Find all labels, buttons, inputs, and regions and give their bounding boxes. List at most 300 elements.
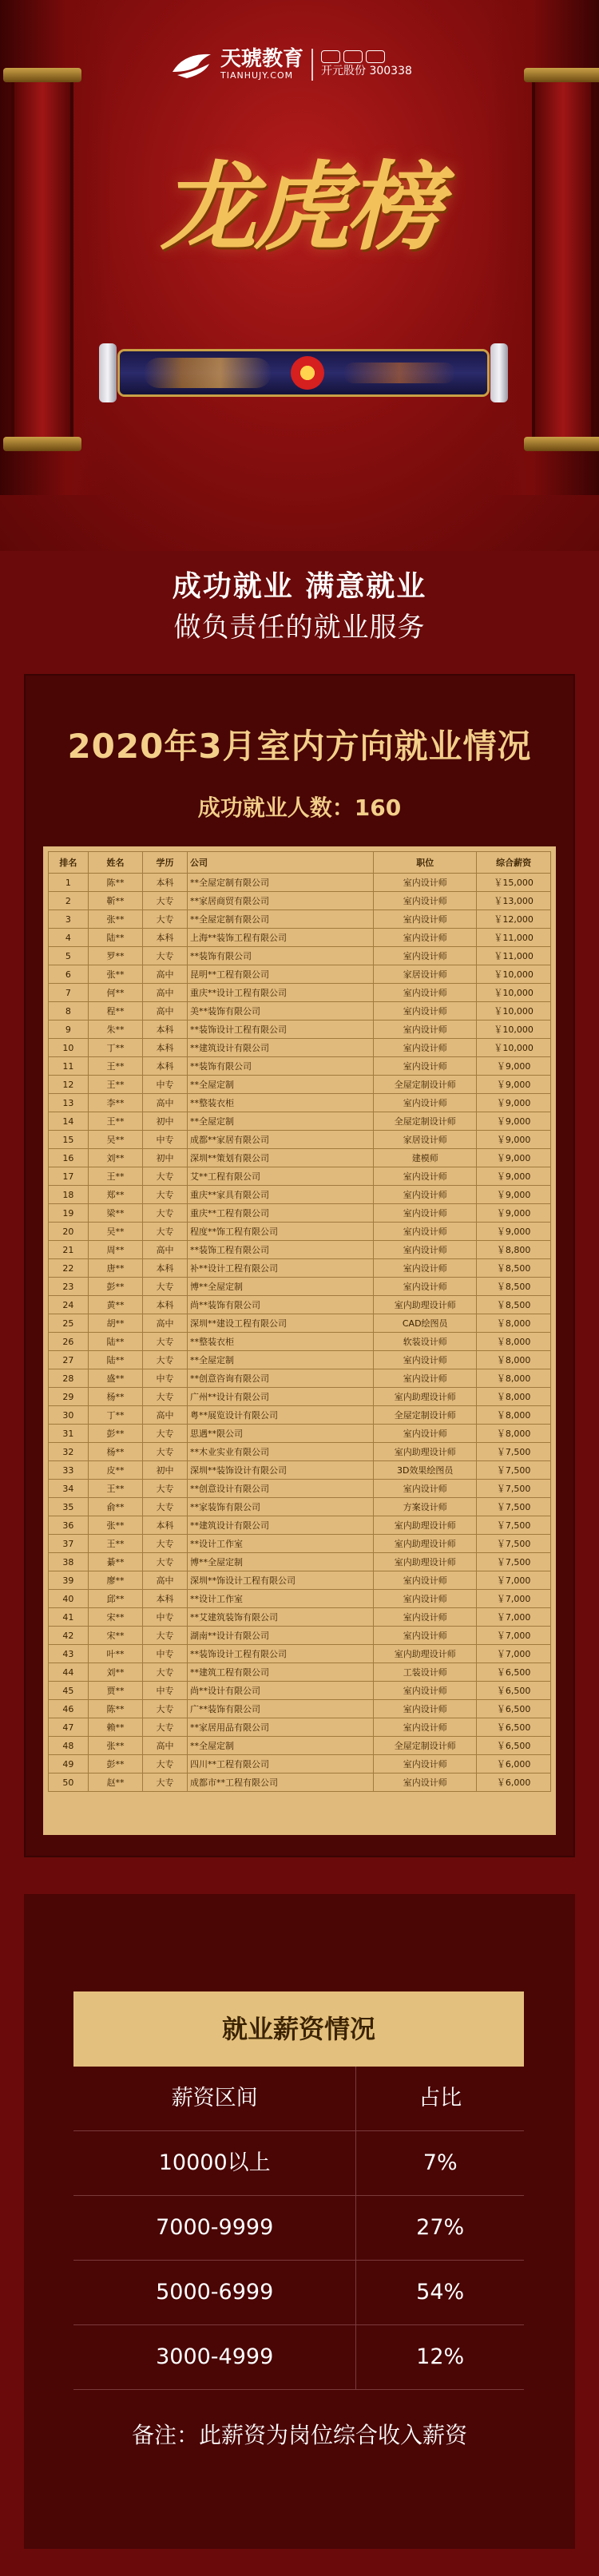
table-cell: 室内设计师 [374, 1682, 477, 1700]
table-cell: 大专 [143, 1388, 188, 1406]
table-cell: 室内设计师 [374, 1223, 477, 1241]
table-cell: ￥8,500 [477, 1259, 551, 1278]
salary-header-row [73, 2067, 524, 2131]
table-cell: 高中 [143, 984, 188, 1002]
table-cell: 室内设计师 [374, 1002, 477, 1020]
table-row [49, 1131, 551, 1149]
table-cell: 大专 [143, 1351, 188, 1369]
table-cell: 邱** [88, 1590, 142, 1608]
brand-name: 天琥教育 [220, 47, 304, 71]
table-cell: **全屋定制 [188, 1351, 374, 1369]
table-cell: 室内设计师 [374, 947, 477, 965]
table-row [49, 1461, 551, 1480]
table-cell: 室内设计师 [374, 892, 477, 910]
table-cell: ￥8,000 [477, 1388, 551, 1406]
table-cell: 大专 [143, 1627, 188, 1645]
table-cell: 大专 [143, 1553, 188, 1571]
table-cell: 綦** [88, 1553, 142, 1571]
salary-range: 10000以上 [73, 2131, 356, 2195]
table-cell: ￥7,500 [477, 1553, 551, 1571]
table-cell: 唐** [88, 1259, 142, 1278]
table-cell: ￥7,500 [477, 1535, 551, 1553]
table-row [49, 1057, 551, 1076]
table-cell: 室内设计师 [374, 929, 477, 947]
table-cell: ￥10,000 [477, 984, 551, 1002]
table-cell: 室内助理设计师 [374, 1296, 477, 1314]
table-cell: ￥7,500 [477, 1498, 551, 1516]
table-cell: ￥9,000 [477, 1167, 551, 1186]
table-cell: 梁** [88, 1204, 142, 1223]
table-cell: 大专 [143, 1167, 188, 1186]
table-cell: 尚**装饰有限公司 [188, 1296, 374, 1314]
table-row [49, 1094, 551, 1112]
table-cell: 程度**饰工程有限公司 [188, 1223, 374, 1241]
table-cell: ￥8,800 [477, 1241, 551, 1259]
table-cell: 室内设计师 [374, 874, 477, 892]
table-cell: 大专 [143, 1480, 188, 1498]
table-cell: 17 [49, 1167, 89, 1186]
table-row [49, 1204, 551, 1223]
table-cell: 家居设计师 [374, 965, 477, 984]
table-cell: 室内设计师 [374, 1700, 477, 1718]
table-cell: 王** [88, 1480, 142, 1498]
table-cell: 45 [49, 1682, 89, 1700]
table-cell: 张** [88, 965, 142, 984]
table-row [49, 1718, 551, 1737]
table-cell: 室内设计师 [374, 1608, 477, 1627]
table-row [49, 1773, 551, 1792]
table-cell: 贾** [88, 1682, 142, 1700]
table-cell: 室内助理设计师 [374, 1388, 477, 1406]
table-cell: 2 [49, 892, 89, 910]
column-header: 综合薪资 [477, 852, 551, 874]
table-cell: 29 [49, 1388, 89, 1406]
table-cell: 大专 [143, 947, 188, 965]
dragon-scroll [120, 351, 487, 394]
table-row [49, 1571, 551, 1590]
table-cell: 室内设计师 [374, 1186, 477, 1204]
salary-row [73, 2131, 524, 2196]
table-cell: 32 [49, 1443, 89, 1461]
table-cell: ￥8,000 [477, 1406, 551, 1425]
table-cell: ￥9,000 [477, 1112, 551, 1131]
table-cell: 尚**设计有限公司 [188, 1682, 374, 1700]
table-cell: 本科 [143, 874, 188, 892]
table-cell: ￥6,500 [477, 1663, 551, 1682]
table-cell: 31 [49, 1425, 89, 1443]
table-cell: 室内设计师 [374, 1278, 477, 1296]
table-cell: 廖** [88, 1571, 142, 1590]
table-cell: 36 [49, 1516, 89, 1535]
table-cell: 12 [49, 1076, 89, 1094]
table-cell: ￥9,000 [477, 1131, 551, 1149]
table-cell: ￥6,000 [477, 1755, 551, 1773]
table-cell: 王** [88, 1112, 142, 1131]
table-cell: ￥10,000 [477, 965, 551, 984]
table-cell: 初中 [143, 1461, 188, 1480]
table-cell: 33 [49, 1461, 89, 1480]
table-row [49, 1167, 551, 1186]
table-cell: 37 [49, 1535, 89, 1553]
table-cell: 粤**展览设计有限公司 [188, 1406, 374, 1425]
table-cell: 全屋定制设计师 [374, 1112, 477, 1131]
table-cell: 李** [88, 1094, 142, 1112]
table-cell: ￥9,000 [477, 1076, 551, 1094]
table-cell: 室内设计师 [374, 1571, 477, 1590]
table-cell: 博**全屋定制 [188, 1278, 374, 1296]
table-row [49, 1663, 551, 1682]
table-cell: 杨** [88, 1388, 142, 1406]
table-cell: **设计工作室 [188, 1535, 374, 1553]
table-cell: 广**装饰有限公司 [188, 1700, 374, 1718]
table-cell: 本科 [143, 929, 188, 947]
table-cell: 室内助理设计师 [374, 1516, 477, 1535]
table-cell: 思遇**限公司 [188, 1425, 374, 1443]
table-cell: 软装设计师 [374, 1333, 477, 1351]
table-row [49, 874, 551, 892]
table-cell: 四川**工程有限公司 [188, 1755, 374, 1773]
table-cell: **全屋定制 [188, 1076, 374, 1094]
table-cell: 全屋定制设计师 [374, 1737, 477, 1755]
table-cell: **装饰设计工程有限公司 [188, 1020, 374, 1039]
table-cell: ￥11,000 [477, 929, 551, 947]
table-cell: 中专 [143, 1645, 188, 1663]
table-row [49, 1333, 551, 1351]
table-cell: 杨** [88, 1443, 142, 1461]
table-cell: 补**设计工程有限公司 [188, 1259, 374, 1278]
employment-table [48, 851, 551, 1792]
table-cell: ￥8,500 [477, 1296, 551, 1314]
table-row [49, 910, 551, 929]
table-row [49, 1645, 551, 1663]
table-cell: 高中 [143, 1002, 188, 1020]
table-cell: 本科 [143, 1020, 188, 1039]
table-cell: 建模师 [374, 1149, 477, 1167]
table-cell: 盛** [88, 1369, 142, 1388]
table-cell: 程** [88, 1002, 142, 1020]
table-cell: 陆** [88, 1333, 142, 1351]
table-cell: 41 [49, 1608, 89, 1627]
table-cell: 成都市**工程有限公司 [188, 1773, 374, 1792]
table-cell: 深圳**装饰设计有限公司 [188, 1461, 374, 1480]
left-dragon-banner [11, 76, 73, 443]
table-cell: 22 [49, 1259, 89, 1278]
table-cell: 26 [49, 1333, 89, 1351]
table-row [49, 1039, 551, 1057]
table-cell: **创意设计有限公司 [188, 1480, 374, 1498]
table-row [49, 1682, 551, 1700]
table-cell: 张** [88, 1737, 142, 1755]
table-cell: 4 [49, 929, 89, 947]
brand-url: TIANHUJY.COM [220, 70, 294, 81]
table-cell: 广州**设计有限公司 [188, 1388, 374, 1406]
table-row [49, 1498, 551, 1516]
table-cell: 50 [49, 1773, 89, 1792]
partner-icons [321, 50, 412, 63]
table-cell: ￥8,000 [477, 1425, 551, 1443]
table-cell: 室内助理设计师 [374, 1645, 477, 1663]
salary-ratio: 27% [416, 2215, 465, 2240]
table-cell: 大专 [143, 1498, 188, 1516]
title-calligraphy: 龙虎榜 [161, 151, 438, 264]
table-cell: 14 [49, 1112, 89, 1131]
table-cell: 高中 [143, 1737, 188, 1755]
salary-row [73, 2325, 524, 2390]
table-cell: 室内设计师 [374, 1039, 477, 1057]
salary-title: 就业薪资情况 [73, 1991, 524, 2067]
table-cell: 王** [88, 1535, 142, 1553]
table-row [49, 1369, 551, 1388]
table-cell: 丁** [88, 1039, 142, 1057]
table-cell: 3 [49, 910, 89, 929]
table-cell: 高中 [143, 1094, 188, 1112]
table-cell: 高中 [143, 1571, 188, 1590]
table-cell: **家装饰有限公司 [188, 1498, 374, 1516]
table-cell: 23 [49, 1278, 89, 1296]
table-cell: 大专 [143, 910, 188, 929]
table-cell: 42 [49, 1627, 89, 1645]
table-cell: 室内设计师 [374, 1718, 477, 1737]
table-cell: 张** [88, 1516, 142, 1535]
table-cell: 34 [49, 1480, 89, 1498]
table-cell: 中专 [143, 1076, 188, 1094]
table-cell: **家居用品有限公司 [188, 1718, 374, 1737]
table-row [49, 1627, 551, 1645]
table-cell: 44 [49, 1663, 89, 1682]
table-cell: ￥8,000 [477, 1369, 551, 1388]
table-cell: 48 [49, 1737, 89, 1755]
table-cell: 室内设计师 [374, 1057, 477, 1076]
table-cell: ￥7,500 [477, 1443, 551, 1461]
table-row [49, 1406, 551, 1425]
table-row [49, 1296, 551, 1314]
table-cell: 王** [88, 1057, 142, 1076]
table-cell: 胡** [88, 1314, 142, 1333]
table-header-row [49, 852, 551, 874]
table-cell: 中专 [143, 1682, 188, 1700]
table-cell: 室内设计师 [374, 1755, 477, 1773]
table-cell: 深圳**策划有限公司 [188, 1149, 374, 1167]
table-cell: 叶** [88, 1645, 142, 1663]
table-cell: 宋** [88, 1627, 142, 1645]
table-row [49, 947, 551, 965]
table-cell: ￥6,500 [477, 1700, 551, 1718]
table-cell: 彭** [88, 1755, 142, 1773]
column-header: 公司 [188, 852, 374, 874]
table-cell: ￥9,000 [477, 1186, 551, 1204]
table-cell: 27 [49, 1351, 89, 1369]
table-cell: ￥9,000 [477, 1057, 551, 1076]
table-cell: 室内设计师 [374, 1480, 477, 1498]
scroll-seal-icon [291, 356, 324, 390]
table-row [49, 965, 551, 984]
table-cell: 室内助理设计师 [374, 1553, 477, 1571]
table-cell: 湖南**设计有限公司 [188, 1627, 374, 1645]
table-cell: 20 [49, 1223, 89, 1241]
table-cell: 皮** [88, 1461, 142, 1480]
table-cell: ￥8,000 [477, 1314, 551, 1333]
table-row [49, 1149, 551, 1167]
slogan-line-1: 成功就业 满意就业 [172, 570, 427, 603]
table-cell: 25 [49, 1314, 89, 1333]
table-cell: **建筑设计有限公司 [188, 1039, 374, 1057]
salary-row [73, 2196, 524, 2261]
table-cell: 大专 [143, 1663, 188, 1682]
table-cell: 大专 [143, 1333, 188, 1351]
table-cell: 15 [49, 1131, 89, 1149]
table-cell: 俞** [88, 1498, 142, 1516]
table-cell: **装饰设计工程有限公司 [188, 1645, 374, 1663]
table-cell: 本科 [143, 1039, 188, 1057]
stock-code: 开元股份 300338 [321, 65, 412, 77]
table-cell: 9 [49, 1020, 89, 1039]
salary-note: 备注：此薪资为岗位综合收入薪资 [131, 2422, 467, 2448]
table-cell: ￥8,000 [477, 1351, 551, 1369]
table-cell: 大专 [143, 1278, 188, 1296]
table-cell: **整装衣柜 [188, 1094, 374, 1112]
table-row [49, 1112, 551, 1131]
table-cell: 博**全屋定制 [188, 1553, 374, 1571]
table-cell: 大专 [143, 1755, 188, 1773]
table-row [49, 1002, 551, 1020]
table-cell: 郑** [88, 1186, 142, 1204]
table-cell: 美**装饰有限公司 [188, 1002, 374, 1020]
table-cell: CAD绘图员 [374, 1314, 477, 1333]
table-row [49, 1351, 551, 1369]
table-cell: 11 [49, 1057, 89, 1076]
table-cell: 刘** [88, 1663, 142, 1682]
table-row [49, 984, 551, 1002]
table-cell: **建筑设计有限公司 [188, 1516, 374, 1535]
table-cell: 室内设计师 [374, 1627, 477, 1645]
table-cell: 高中 [143, 1314, 188, 1333]
table-cell: 宋** [88, 1608, 142, 1627]
table-cell: 刘** [88, 1149, 142, 1167]
table-cell: 深圳**饰设计工程有限公司 [188, 1571, 374, 1590]
table-cell: 室内设计师 [374, 1241, 477, 1259]
column-header: 姓名 [88, 852, 142, 874]
table-row [49, 1388, 551, 1406]
table-cell: 本科 [143, 1057, 188, 1076]
table-cell: 朱** [88, 1020, 142, 1039]
table-cell: **木业实业有限公司 [188, 1443, 374, 1461]
table-cell: 陆** [88, 1351, 142, 1369]
table-cell: **全屋定制有限公司 [188, 874, 374, 892]
table-cell: 初中 [143, 1112, 188, 1131]
table-row [49, 1425, 551, 1443]
table-cell: 罗** [88, 947, 142, 965]
table-cell: **装饰有限公司 [188, 1057, 374, 1076]
table-cell: 艾**工程有限公司 [188, 1167, 374, 1186]
salary-range: 7000-9999 [73, 2196, 356, 2260]
table-cell: 丁** [88, 1406, 142, 1425]
table-cell: 高中 [143, 965, 188, 984]
table-cell: ￥8,500 [477, 1278, 551, 1296]
table-cell: ￥12,000 [477, 910, 551, 929]
table-cell: 室内设计师 [374, 1094, 477, 1112]
table-cell: 室内设计师 [374, 1773, 477, 1792]
table-cell: 王** [88, 1076, 142, 1094]
table-cell: 47 [49, 1718, 89, 1737]
table-cell: 16 [49, 1149, 89, 1167]
hero-banner [0, 0, 599, 551]
brand-logo [169, 42, 433, 88]
table-cell: 1 [49, 874, 89, 892]
table-cell: 5 [49, 947, 89, 965]
table-cell: 高中 [143, 1406, 188, 1425]
table-cell: ￥6,000 [477, 1773, 551, 1792]
table-cell: 彭** [88, 1278, 142, 1296]
table-row [49, 1278, 551, 1296]
table-cell: **全屋定制 [188, 1112, 374, 1131]
table-cell: **设计工作室 [188, 1590, 374, 1608]
table-cell: 重庆**设计工程有限公司 [188, 984, 374, 1002]
table-row [49, 1223, 551, 1241]
table-row [49, 1737, 551, 1755]
table-cell: 室内设计师 [374, 1351, 477, 1369]
tiger-logo-icon [169, 48, 216, 81]
table-cell: 张** [88, 910, 142, 929]
table-cell: 室内设计师 [374, 1204, 477, 1223]
table-cell: 家居设计师 [374, 1131, 477, 1149]
table-cell: ￥10,000 [477, 1020, 551, 1039]
table-cell: 40 [49, 1590, 89, 1608]
table-row [49, 1314, 551, 1333]
table-cell: 室内助理设计师 [374, 1443, 477, 1461]
table-cell: **整装衣柜 [188, 1333, 374, 1351]
table-cell: ￥7,500 [477, 1480, 551, 1498]
table-cell: ￥9,000 [477, 1204, 551, 1223]
table-cell: 本科 [143, 1296, 188, 1314]
table-cell: 成都**家居有限公司 [188, 1131, 374, 1149]
table-cell: 深圳**建设工程有限公司 [188, 1314, 374, 1333]
table-cell: 24 [49, 1296, 89, 1314]
table-cell: 吴** [88, 1223, 142, 1241]
table-row [49, 1020, 551, 1039]
table-cell: **建筑工程有限公司 [188, 1663, 374, 1682]
table-row [49, 1590, 551, 1608]
column-header: 排名 [49, 852, 89, 874]
table-cell: 大专 [143, 1700, 188, 1718]
table-cell: 陈** [88, 874, 142, 892]
table-cell: 大专 [143, 1425, 188, 1443]
table-row [49, 1755, 551, 1773]
table-cell: 黄** [88, 1296, 142, 1314]
table-cell: 室内设计师 [374, 1259, 477, 1278]
table-cell: 21 [49, 1241, 89, 1259]
table-cell: 大专 [143, 1773, 188, 1792]
table-cell: 43 [49, 1645, 89, 1663]
table-cell: 6 [49, 965, 89, 984]
table-cell: 重庆**家具有限公司 [188, 1186, 374, 1204]
table-cell: ￥7,500 [477, 1516, 551, 1535]
table-cell: ￥9,000 [477, 1223, 551, 1241]
table-cell: 大专 [143, 892, 188, 910]
table-cell: ￥10,000 [477, 1002, 551, 1020]
table-cell: ￥6,500 [477, 1737, 551, 1755]
table-row [49, 1700, 551, 1718]
table-cell: 方案设计师 [374, 1498, 477, 1516]
table-cell: ￥15,000 [477, 874, 551, 892]
salary-ratio: 12% [416, 2344, 465, 2369]
table-row [49, 1186, 551, 1204]
table-cell: 大专 [143, 1223, 188, 1241]
table-cell: 中专 [143, 1608, 188, 1627]
table-cell: 工装设计师 [374, 1663, 477, 1682]
table-cell: 10 [49, 1039, 89, 1057]
table-cell: 7 [49, 984, 89, 1002]
salary-ratio: 7% [422, 2150, 458, 2175]
